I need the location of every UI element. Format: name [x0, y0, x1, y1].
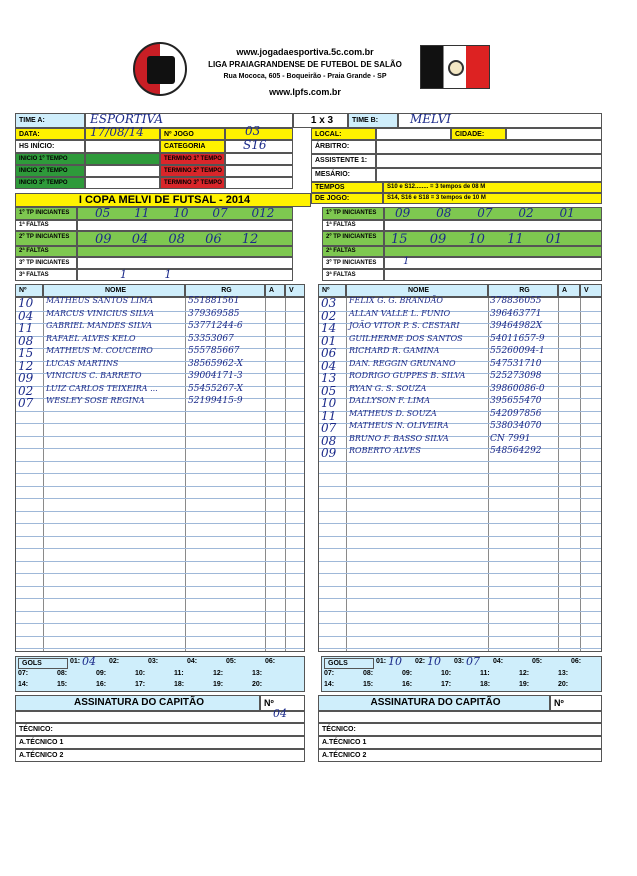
player-name: DAN. REGGIN GRUNANO: [349, 358, 456, 368]
b-tp2-n4: 11: [507, 232, 524, 247]
a-tp2-n5: 12: [241, 232, 259, 247]
a-n-label: Nº: [260, 695, 305, 711]
b-faltas2-field[interactable]: [384, 246, 602, 257]
player-name: RAFAEL ALVES KELO: [46, 333, 136, 343]
table-row[interactable]: [319, 396, 601, 409]
row-rule: [319, 623, 601, 624]
row-rule: [16, 436, 304, 437]
category-value: S16: [243, 138, 267, 152]
goal-scorer-number: 04: [82, 655, 96, 668]
data-label: DATA:: [15, 128, 85, 140]
goal-scorer-number: 07: [466, 655, 480, 668]
row-rule: [16, 473, 304, 474]
player-name: RICHARD R. GAMINA: [349, 346, 440, 355]
goal-slot[interactable]: 06:: [265, 658, 276, 665]
a-col-v: V: [285, 284, 305, 297]
inicio-2-label: INICIO 2º TEMPO: [15, 165, 85, 177]
table-row[interactable]: [319, 309, 601, 322]
player-number: 07: [321, 421, 337, 435]
player-name: GABRIEL MANDES SILVA: [46, 321, 153, 330]
a-col-rg: RG: [185, 284, 265, 297]
goal-slot[interactable]: 11:: [480, 669, 490, 677]
termino-1-field[interactable]: [225, 153, 293, 165]
n-jogo-label: Nº JOGO: [160, 128, 225, 140]
row-rule: [319, 598, 601, 599]
b-tp1-n4: 02: [518, 206, 534, 220]
player-rg: 53771244-6: [188, 321, 243, 331]
b-tecnico: TÉCNICO:: [318, 723, 602, 736]
goal-slot[interactable]: 13:: [252, 669, 263, 677]
table-row[interactable]: [319, 409, 601, 422]
goal-slot[interactable]: 15:: [57, 681, 68, 688]
player-rg: 395655470: [490, 396, 542, 406]
row-rule: [319, 548, 601, 549]
a-tp2-numbers: [95, 232, 258, 247]
site-url-2: www.lpfs.com.br: [269, 87, 341, 97]
a-tp1-n5: 012: [251, 206, 275, 220]
b-faltas1-field[interactable]: [384, 220, 602, 231]
row-rule: [16, 561, 304, 562]
time-b-label: TIME B:: [348, 113, 398, 128]
row-rule: [319, 498, 601, 499]
b-col-no: Nº: [318, 284, 346, 297]
goal-slot[interactable]: 18:: [480, 681, 491, 688]
b-col-v: V: [580, 284, 602, 297]
goal-slot[interactable]: 13:: [558, 669, 569, 677]
player-number: 06: [321, 346, 337, 360]
player-name: DALLYSON F. LIMA: [349, 396, 430, 405]
row-rule: [16, 536, 304, 537]
b-assinatura-label: ASSINATURA DO CAPITÃO: [318, 695, 550, 711]
row-rule: [319, 523, 601, 524]
a-faltas3-field[interactable]: [77, 269, 293, 281]
goal-slot[interactable]: 12:: [519, 669, 530, 677]
b-faltas2-label: 2ª FALTAS: [322, 246, 384, 257]
player-number: 07: [18, 396, 34, 410]
b-n-label: Nº: [550, 695, 602, 711]
goal-slot[interactable]: 08:: [363, 669, 374, 677]
table-row[interactable]: [16, 384, 304, 397]
inicio-1-field[interactable]: [85, 153, 160, 165]
row-rule: [319, 473, 601, 474]
goal-slot[interactable]: 18:: [174, 681, 185, 688]
table-row[interactable]: [16, 346, 304, 359]
row-rule: [319, 586, 601, 587]
goal-slot[interactable]: 03:: [148, 658, 159, 665]
a-tp1-n4: 07: [212, 206, 228, 220]
goal-slot[interactable]: 11:: [174, 669, 184, 677]
goal-slot[interactable]: 10:: [135, 669, 146, 677]
player-name: BRUNO F. BASSO SILVA: [349, 433, 449, 443]
player-rg: 38565962-X: [188, 358, 243, 369]
a-gols-label: GOLS: [18, 658, 68, 669]
row-rule: [16, 648, 304, 649]
row-rule: [16, 523, 304, 524]
row-rule: [16, 411, 304, 412]
player-rg: 379369585: [188, 308, 240, 319]
inicio-3-field[interactable]: [85, 177, 160, 189]
player-number: 13: [321, 371, 337, 385]
team-b-name: MELVI: [410, 112, 451, 126]
player-number: 10: [321, 396, 337, 410]
player-number: 08: [18, 333, 34, 348]
termino-3-field[interactable]: [225, 177, 293, 189]
goal-slot[interactable]: 01:: [376, 658, 387, 665]
b-tp2-n3: 10: [468, 232, 485, 247]
player-rg: 378836055: [490, 296, 542, 306]
table-row[interactable]: [319, 371, 601, 384]
goal-slot[interactable]: 08:: [57, 669, 68, 677]
row-rule: [16, 598, 304, 599]
goal-slot[interactable]: 07:: [324, 669, 335, 677]
goal-slot[interactable]: 01:: [70, 658, 81, 665]
site-url-1: www.jogadaesportiva.5c.com.br: [236, 47, 374, 57]
row-rule: [16, 448, 304, 449]
a-tp1-label: 1º TP INICIANTES: [15, 207, 77, 220]
a-atecnico1: A.TÉCNICO 1: [15, 736, 305, 749]
a-f3-m1: 1: [120, 268, 127, 281]
player-name: RODRIGO GUPPES B. SILVA: [349, 371, 466, 380]
mesario-label: MESÁRIO:: [311, 168, 376, 182]
player-number: 01: [321, 333, 337, 348]
player-rg: CN 7991: [490, 433, 531, 444]
a-tp2-n3: 08: [168, 232, 185, 247]
table-row[interactable]: [319, 321, 601, 334]
b-col-a: A: [558, 284, 580, 297]
player-number: 11: [18, 321, 34, 335]
a-tp1-n3: 10: [173, 206, 189, 220]
player-rg: 53353067: [188, 333, 234, 344]
row-rule: [16, 461, 304, 462]
table-row[interactable]: [319, 296, 601, 309]
b-tp2-numbers: [391, 232, 562, 247]
a-col-no: Nº: [15, 284, 43, 297]
a-assinatura-label: ASSINATURA DO CAPITÃO: [15, 695, 260, 711]
player-number: 08: [321, 433, 337, 448]
player-rg: 538034070: [490, 421, 542, 431]
a-tp2-n2: 04: [131, 232, 149, 247]
cidade-field[interactable]: [506, 128, 602, 140]
a-faltas2-label: 2ª FALTAS: [15, 246, 77, 257]
player-number: 05: [321, 383, 337, 398]
table-row[interactable]: [16, 334, 304, 347]
row-rule: [16, 498, 304, 499]
a-tp1-n1: 05: [95, 206, 111, 220]
b-tp2-n1: 15: [391, 232, 408, 247]
team-a-roster: [15, 297, 305, 652]
goal-slot[interactable]: 02:: [415, 658, 426, 665]
goal-slot[interactable]: 05:: [532, 658, 543, 665]
player-number: 11: [321, 408, 337, 423]
goal-slot[interactable]: 14:: [324, 681, 335, 688]
termino-3-label: TERMINO 3º TEMPO: [160, 177, 225, 189]
goal-slot[interactable]: 12:: [213, 669, 224, 677]
a-col-nome: NOME: [43, 284, 185, 297]
a-faltas3-marks: [120, 268, 172, 281]
player-number: 10: [18, 296, 34, 310]
row-rule: [319, 648, 601, 649]
game-number: 03: [245, 124, 261, 138]
team-b-roster: [318, 297, 602, 652]
team-b-goals: [321, 656, 602, 692]
hs-inicio-field[interactable]: [85, 140, 160, 153]
player-name: MATHEUS N. OLIVEIRA: [349, 421, 449, 430]
player-number: 04: [321, 358, 337, 373]
inicio-1-label: INICIO 1º TEMPO: [15, 153, 85, 165]
goal-slot[interactable]: 20:: [558, 681, 569, 688]
player-name: MATHEUS SANTOS LIMA: [46, 296, 154, 305]
cidade-label: CIDADE:: [451, 128, 506, 140]
row-rule: [319, 511, 601, 512]
player-rg: 54011657-9: [490, 333, 545, 344]
player-number: 12: [18, 358, 34, 373]
a-captain-number: 04: [273, 707, 287, 720]
player-name: VINICIUS C. BARRETO: [46, 371, 142, 380]
inicio-2-field[interactable]: [85, 165, 160, 177]
a-sign-field[interactable]: [15, 711, 305, 723]
b-col-rg: RG: [488, 284, 558, 297]
a-tp1-numbers: [95, 206, 274, 220]
match-form: [15, 113, 602, 765]
a-tp3-field[interactable]: [77, 257, 293, 269]
arbitro-field[interactable]: [376, 140, 602, 154]
b-atecnico2: A.TÉCNICO 2: [318, 749, 602, 762]
b-faltas3-field[interactable]: [384, 269, 602, 281]
a-atecnico2: A.TÉCNICO 2: [15, 749, 305, 762]
b-tp2-n5: 01: [545, 232, 563, 247]
sheet-header: [0, 0, 637, 108]
player-number: 04: [18, 308, 34, 323]
table-row[interactable]: [16, 321, 304, 334]
b-tp1-n5: 01: [559, 206, 575, 220]
b-atecnico1: A.TÉCNICO 1: [318, 736, 602, 749]
goal-slot[interactable]: 16:: [96, 681, 107, 688]
table-row[interactable]: [319, 446, 601, 459]
player-number: 02: [321, 308, 337, 323]
player-name: FELIX G. G. BRANDÃO: [349, 296, 443, 305]
goal-slot[interactable]: 05:: [226, 658, 237, 665]
a-tp2-label: 2º TP INICIANTES: [15, 231, 77, 246]
row-rule: [16, 636, 304, 637]
table-row[interactable]: [319, 359, 601, 372]
player-name: WESLEY SOSE REGINA: [46, 396, 145, 405]
rule-line-1: S10 e S12........ = 3 tempos de 08 M: [383, 182, 602, 193]
b-tp1-numbers: [395, 206, 575, 220]
b-tp3-field[interactable]: [384, 257, 602, 269]
table-row[interactable]: [16, 309, 304, 322]
player-number: 14: [321, 321, 337, 335]
player-name: JOÃO VITOR P. S. CESTARI: [349, 321, 460, 330]
goal-slot[interactable]: 20:: [252, 681, 263, 688]
player-rg: 52199415-9: [188, 396, 243, 406]
goal-slot[interactable]: 04:: [493, 658, 504, 665]
a-col-a: A: [265, 284, 285, 297]
de-jogo-label: DE JOGO:: [311, 193, 383, 204]
row-rule: [319, 636, 601, 637]
b-tp3-mark: 1: [403, 256, 410, 267]
a-f3-m2: 1: [164, 268, 172, 281]
player-name: GUILHERME DOS SANTOS: [349, 333, 463, 343]
b-col-nome: NOME: [346, 284, 488, 297]
row-rule: [16, 486, 304, 487]
team-a-goals: [15, 656, 305, 692]
b-tp2-n2: 09: [429, 232, 447, 247]
termino-1-label: TERMINO 1º TEMPO: [160, 153, 225, 165]
city-flag: [420, 45, 490, 89]
b-tp1-label: 1º TP INICIANTES: [322, 207, 384, 220]
termino-2-label: TERMINO 2º TEMPO: [160, 165, 225, 177]
row-rule: [319, 573, 601, 574]
goal-slot[interactable]: 17:: [441, 681, 452, 688]
player-rg: 551881561: [188, 296, 240, 306]
row-rule: [319, 611, 601, 612]
b-faltas1-label: 1ª FALTAS: [322, 220, 384, 231]
row-rule: [16, 548, 304, 549]
player-name: RYAN G. S. SOUZA: [349, 383, 427, 393]
goal-scorer-number: 10: [427, 655, 441, 668]
player-rg: 542097856: [490, 408, 542, 419]
rule-line-2: S14, S16 e S18 = 3 tempos de 10 M: [383, 193, 602, 204]
goal-slot[interactable]: 06:: [571, 658, 582, 665]
a-tp2-n1: 09: [95, 232, 112, 247]
arbitro-label: ÁRBITRO:: [311, 140, 376, 154]
goal-slot[interactable]: 04:: [187, 658, 198, 665]
row-rule: [319, 461, 601, 462]
time-a-label: TIME A:: [15, 113, 85, 128]
player-rg: 39004171-3: [188, 371, 243, 381]
cup-title: I COPA MELVI DE FUTSAL - 2014: [15, 193, 311, 207]
goal-slot[interactable]: 15:: [363, 681, 374, 688]
goal-slot[interactable]: 09:: [402, 669, 413, 677]
table-row[interactable]: [16, 359, 304, 372]
player-rg: 555785667: [188, 346, 240, 356]
player-number: 09: [18, 371, 34, 385]
player-rg: 548564292: [490, 446, 542, 456]
score: 1 x 3: [293, 113, 348, 128]
row-rule: [16, 573, 304, 574]
player-number: 03: [321, 296, 337, 310]
player-name: MARCUS VINICIUS SILVA: [46, 308, 155, 318]
table-row[interactable]: [319, 421, 601, 434]
local-label: LOCAL:: [311, 128, 376, 140]
player-rg: 55455267-X: [188, 383, 243, 394]
row-rule: [319, 536, 601, 537]
match-date: 17/08/14: [90, 125, 144, 139]
goal-slot[interactable]: 17:: [135, 681, 146, 688]
row-rule: [16, 423, 304, 424]
row-rule: [16, 586, 304, 587]
table-row[interactable]: [16, 396, 304, 409]
a-tecnico: TÉCNICO:: [15, 723, 305, 736]
table-row[interactable]: [319, 384, 601, 397]
goal-slot[interactable]: 16:: [402, 681, 413, 688]
goal-slot[interactable]: 02:: [109, 658, 120, 665]
player-name: MATHEUS D. SOUZA: [349, 408, 437, 418]
a-tp3-label: 3º TP INICIANTES: [15, 257, 77, 269]
b-tp3-label: 3º TP INICIANTES: [322, 257, 384, 269]
player-name: LUCAS MARTINS: [46, 358, 119, 368]
b-sign-field[interactable]: [318, 711, 602, 723]
termino-2-field[interactable]: [225, 165, 293, 177]
table-row[interactable]: [319, 434, 601, 447]
table-row[interactable]: [16, 296, 304, 309]
player-name: MATHEUS M. COUCEIRO: [46, 346, 153, 355]
a-tp2-n4: 06: [205, 232, 222, 247]
league-name: LIGA PRAIAGRANDENSE DE FUTEBOL DE SALÃO: [208, 60, 402, 69]
player-rg: 547531710: [490, 358, 542, 369]
player-name: ALLAN VALLE L. FUNIO: [349, 308, 451, 318]
team-a-name: ESPORTIVA: [90, 112, 163, 126]
a-faltas1-field[interactable]: [77, 220, 293, 231]
league-address: Rua Mococa, 605 - Boqueirão - Praia Grande - SP: [223, 73, 387, 80]
b-tp1-n1: 09: [395, 206, 411, 220]
player-rg: 39860086-0: [490, 383, 545, 394]
hs-inicio-label: HS INÍCIO:: [15, 140, 85, 153]
a-faltas3-label: 3ª FALTAS: [15, 269, 77, 281]
table-row[interactable]: [319, 334, 601, 347]
player-number: 09: [321, 446, 337, 460]
goal-slot[interactable]: 14:: [18, 681, 29, 688]
a-faltas2-field[interactable]: [77, 246, 293, 257]
player-name: LUIZ CARLOS TEIXEIRA ...: [46, 383, 158, 393]
b-gols-label: GOLS: [324, 658, 374, 669]
assistente-field[interactable]: [376, 154, 602, 168]
b-tp2-label: 2º TP INICIANTES: [322, 231, 384, 246]
row-rule: [319, 486, 601, 487]
player-rg: 525273098: [490, 371, 542, 381]
player-number: 02: [18, 383, 34, 398]
mesario-field[interactable]: [376, 168, 602, 182]
b-tp1-n3: 07: [477, 206, 493, 220]
table-row[interactable]: [319, 346, 601, 359]
goal-slot[interactable]: 09:: [96, 669, 107, 677]
row-rule: [16, 623, 304, 624]
categoria-label: CATEGORIA: [160, 140, 225, 153]
tempos-label: TEMPOS: [311, 182, 383, 193]
player-rg: 55260094-1: [490, 346, 545, 356]
player-rg: 396463771: [490, 308, 542, 319]
a-faltas1-label: 1ª FALTAS: [15, 220, 77, 231]
row-rule: [16, 511, 304, 512]
player-number: 15: [18, 346, 34, 360]
assistente-label: ASSISTENTE 1:: [311, 154, 376, 168]
row-rule: [16, 611, 304, 612]
inicio-3-label: INICIO 3º TEMPO: [15, 177, 85, 189]
goal-slot[interactable]: 07:: [18, 669, 29, 677]
player-name: ROBERTO ALVES: [349, 446, 421, 455]
table-row[interactable]: [16, 371, 304, 384]
player-rg: 39464982X: [490, 321, 543, 331]
goal-slot[interactable]: 10:: [441, 669, 452, 677]
goal-slot[interactable]: 19:: [213, 681, 224, 688]
a-tp1-n2: 11: [134, 206, 150, 220]
goal-slot[interactable]: 19:: [519, 681, 530, 688]
b-tp1-n2: 08: [436, 206, 452, 220]
local-field[interactable]: [376, 128, 451, 140]
b-faltas3-label: 3ª FALTAS: [322, 269, 384, 281]
row-rule: [319, 561, 601, 562]
league-logo: [133, 42, 187, 96]
goal-scorer-number: 10: [388, 655, 402, 668]
goal-slot[interactable]: 03:: [454, 658, 465, 665]
